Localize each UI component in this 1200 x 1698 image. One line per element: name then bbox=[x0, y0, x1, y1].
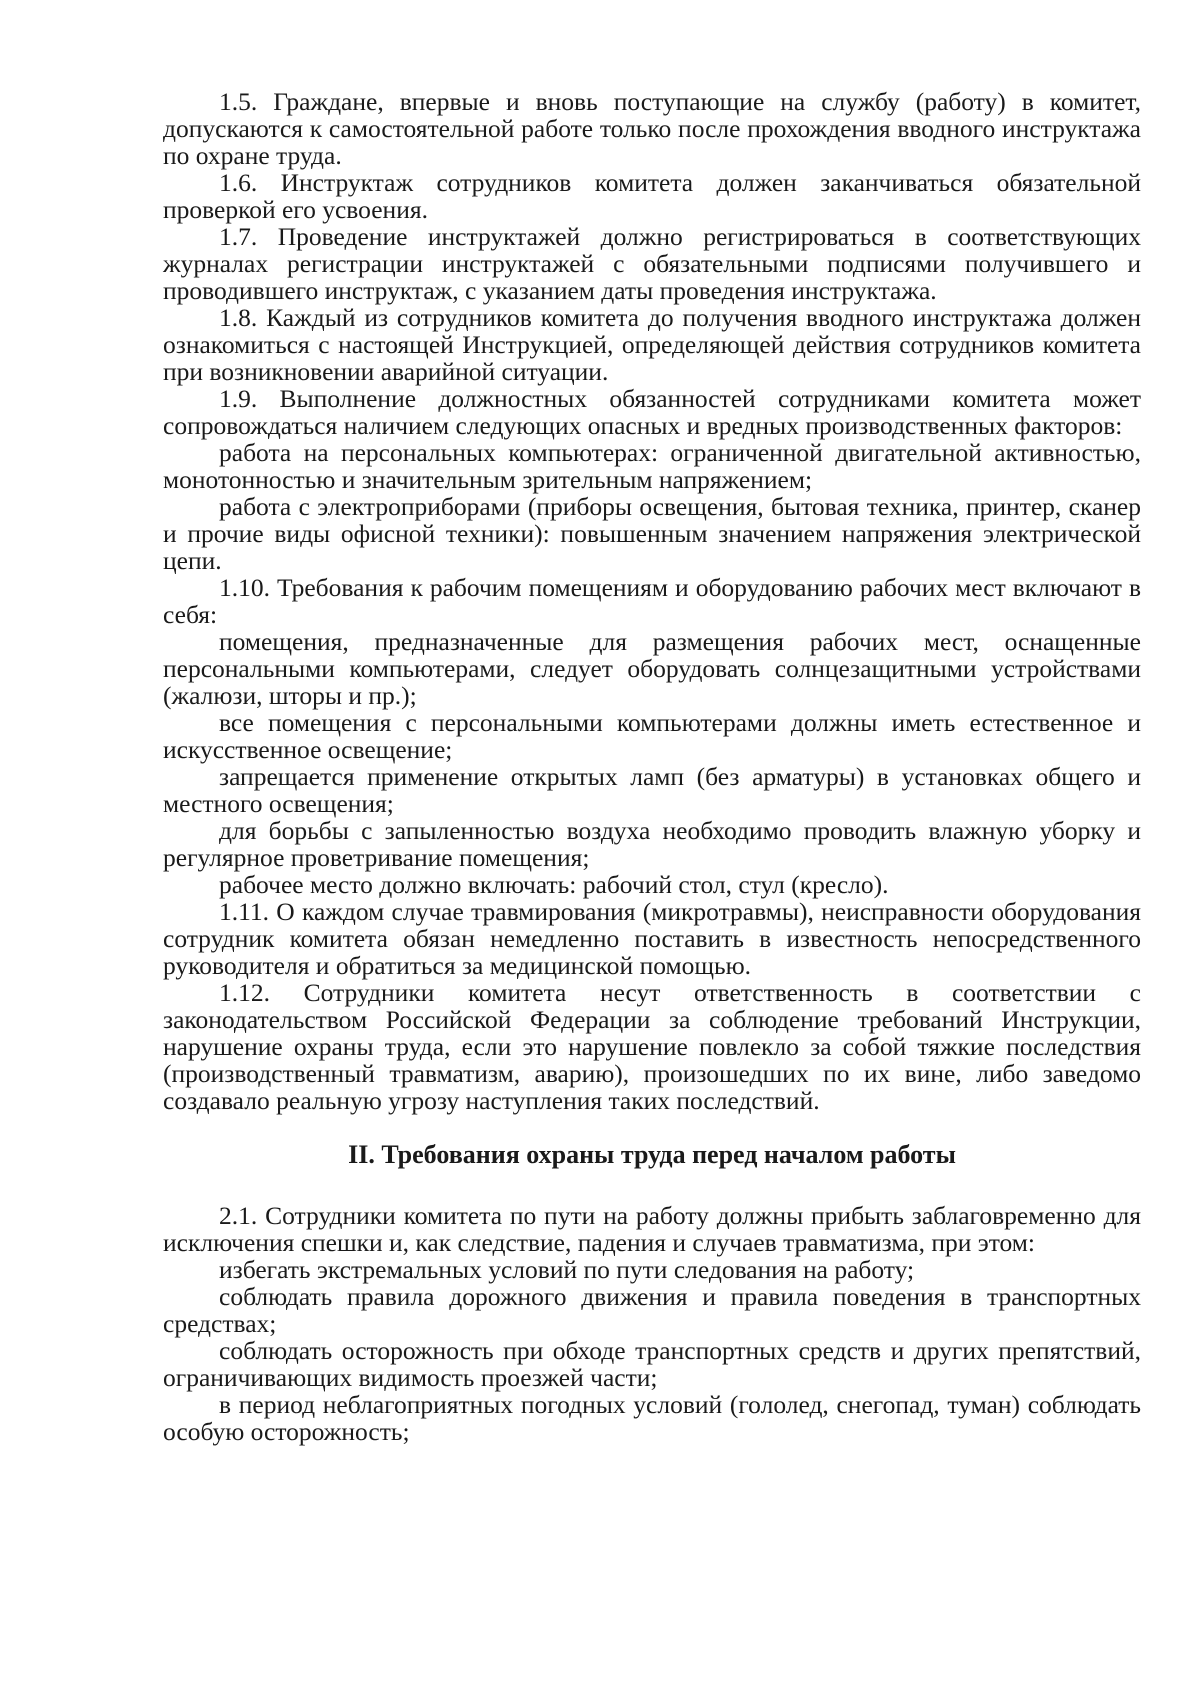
list-item: соблюдать правила дорожного движения и правила поведения в транспортных средствах; bbox=[163, 1282, 1141, 1338]
list-item: соблюдать осторожность при обходе транспортных средств и других препятствий, ограничивающих видимость проезжей части; bbox=[163, 1336, 1141, 1392]
paragraph-1-9: 1.9. Выполнение должностных обязанностей сотрудниками комитета может сопровождаться наличием следующих опасных и вредных производственных факторов: bbox=[163, 384, 1141, 440]
list-item: все помещения с персональными компьютерами должны иметь естественное и искусственное освещение; bbox=[163, 708, 1141, 764]
paragraph-1-5: 1.5. Граждане, впервые и вновь поступающие на службу (работу) в комитет, допускаются к самостоятельной работе только после прохождения вводного инструктажа по охране труда. bbox=[163, 87, 1141, 170]
paragraph-1-12: 1.12. Сотрудники комитета несут ответственность в соответствии с законодательством Российской Федерации за соблюдение требований Инструкции, нарушение охраны труда, если это нарушение повлекло за собой тяжкие последствия (производственный травматизм, аварию), произошедших по их вине, либо заведомо создавало реальную угрозу наступления таких последствий. bbox=[163, 978, 1141, 1115]
section-2-body bbox=[163, 1202, 1141, 1445]
section-2-heading: II. Требования охраны труда перед началом работы bbox=[348, 1140, 956, 1169]
section-1-body bbox=[163, 88, 1141, 1114]
list-item: работа на персональных компьютерах: ограниченной двигательной активностью, монотонностью и значительным зрительным напряжением; bbox=[163, 438, 1141, 494]
paragraph-1-10: 1.10. Требования к рабочим помещениям и оборудованию рабочих мест включают в себя: bbox=[163, 573, 1141, 629]
list-item: в период неблагоприятных погодных условий (гололед, снегопад, туман) соблюдать особую осторожность; bbox=[163, 1390, 1141, 1446]
list-item: для борьбы с запыленностью воздуха необходимо проводить влажную уборку и регулярное проветривание помещения; bbox=[163, 816, 1141, 872]
paragraph-1-11: 1.11. О каждом случае травмирования (микротравмы), неисправности оборудования сотрудник комитета обязан немедленно поставить в известность непосредственного руководителя и обратиться за медицинской помощью. bbox=[163, 897, 1141, 980]
list-item: помещения, предназначенные для размещения рабочих мест, оснащенные персональными компьютерами, следует оборудовать солнцезащитными устройствами (жалюзи, шторы и пр.); bbox=[163, 627, 1141, 710]
paragraph-1-7: 1.7. Проведение инструктажей должно регистрироваться в соответствующих журналах регистрации инструктажей с обязательными подписями получившего и проводившего инструктаж, с указанием даты проведения инструктажа. bbox=[163, 222, 1141, 305]
list-item: запрещается применение открытых ламп (без арматуры) в установках общего и местного освещения; bbox=[163, 762, 1141, 818]
list-item: рабочее место должно включать: рабочий стол, стул (кресло). bbox=[219, 870, 889, 899]
document-page bbox=[163, 88, 1141, 1445]
list-item: работа с электроприборами (приборы освещения, бытовая техника, принтер, сканер и прочие виды офисной техники): повышенным значением напряжения электрической цепи. bbox=[163, 492, 1141, 575]
list-item: избегать экстремальных условий по пути следования на работу; bbox=[219, 1255, 915, 1284]
paragraph-1-8: 1.8. Каждый из сотрудников комитета до получения вводного инструктажа должен ознакомиться с настоящей Инструкцией, определяющей действия сотрудников комитета при возникновении аварийной ситуации. bbox=[163, 303, 1141, 386]
paragraph-1-6: 1.6. Инструктаж сотрудников комитета должен заканчиваться обязательной проверкой его усвоения. bbox=[163, 168, 1141, 224]
paragraph-2-1: 2.1. Сотрудники комитета по пути на работу должны прибыть заблаговременно для исключения спешки и, как следствие, падения и случаев травматизма, при этом: bbox=[163, 1201, 1141, 1257]
